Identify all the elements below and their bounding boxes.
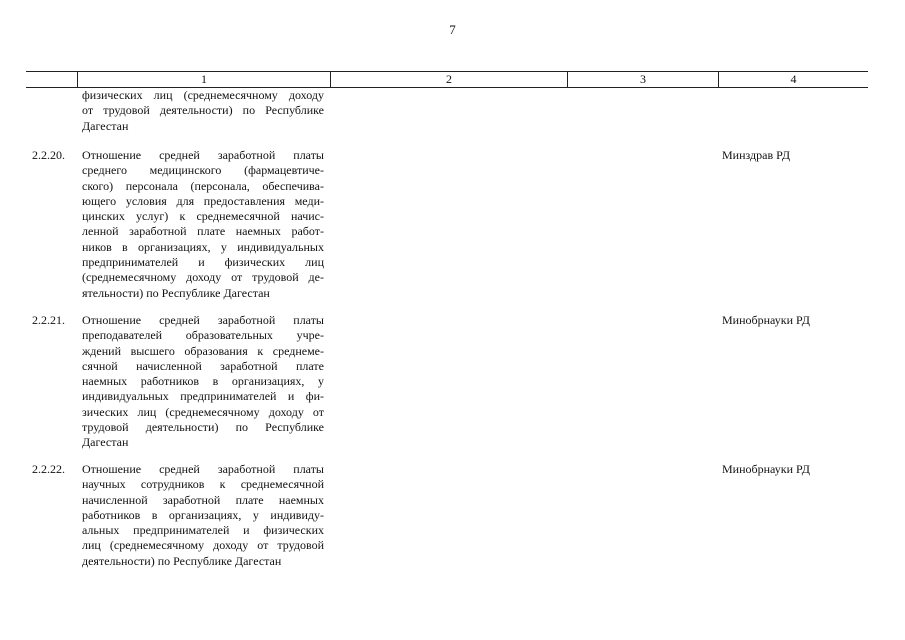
indicator-line: Отношение средней заработной платы <box>82 148 324 162</box>
row-responsible: Минздрав РД <box>722 148 791 162</box>
indicator-line: цинских услуг) к среднемесячной начис- <box>82 209 324 224</box>
indicator-line: деятельности) по Республике Дагестан <box>82 553 282 568</box>
header-column-1: 1 <box>77 72 330 87</box>
indicator-line: Отношение средней заработной платы <box>82 462 324 476</box>
row-indicator-name <box>82 313 324 451</box>
row-number: 2.2.21. <box>32 313 65 327</box>
continued-row-name <box>82 88 324 134</box>
indicator-line: работников в организациях, у индивиду- <box>82 507 324 522</box>
indicator-line: альных предпринимателей и физических <box>82 523 324 538</box>
indicator-line: среднего медицинского (фармацевтиче- <box>82 163 324 178</box>
indicator-line: сячной начисленной заработной плате <box>82 358 324 373</box>
indicator-line: зических лиц (среднемесячному доходу от <box>82 404 324 419</box>
continued-line: физических лиц (среднемесячному доходу <box>82 88 324 102</box>
indicator-line: лиц (среднемесячному доходу от трудовой <box>82 538 324 553</box>
indicator-line: наемных работников в организациях, у <box>82 374 324 389</box>
indicator-line: индивидуальных предпринимателей и фи- <box>82 389 324 404</box>
indicator-line: ющего условия для предоставления меди- <box>82 193 324 208</box>
indicator-line: научных сотрудников к среднемесячной <box>82 477 324 492</box>
indicator-line: Дагестан <box>82 435 129 450</box>
indicator-line: начисленной заработной плате наемных <box>82 492 324 507</box>
indicator-line: Отношение средней заработной платы <box>82 313 324 327</box>
continued-line: Дагестан <box>82 118 129 133</box>
header-column-3: 3 <box>567 72 718 87</box>
row-indicator-name <box>82 462 324 569</box>
indicator-line: ждений высшего образования к среднеме- <box>82 343 324 358</box>
table-header <box>26 71 868 88</box>
page-number: 7 <box>449 22 456 37</box>
indicator-line: трудовой деятельности) по Республике <box>82 420 324 435</box>
header-column-4: 4 <box>718 72 868 87</box>
indicator-line: преподавателей образовательных учре- <box>82 328 324 343</box>
indicator-line: (среднемесячному доходу от трудовой де- <box>82 270 324 285</box>
indicator-line: предпринимателей и физических лиц <box>82 255 324 270</box>
indicator-line: ников в организациях, у индивидуальных <box>82 239 324 254</box>
header-column-2: 2 <box>330 72 567 87</box>
indicator-line: ятельности) по Республике Дагестан <box>82 285 270 300</box>
row-responsible: Минобрнауки РД <box>722 462 810 476</box>
indicator-line: ленной заработной плате наемных работ- <box>82 224 324 239</box>
row-number: 2.2.22. <box>32 462 65 476</box>
indicator-line: ского) персонала (персонала, обеспечива- <box>82 178 324 193</box>
row-indicator-name <box>82 148 324 301</box>
header-number-column <box>26 72 77 87</box>
row-responsible: Минобрнауки РД <box>722 313 810 327</box>
continued-line: от трудовой деятельности) по Республике <box>82 103 324 118</box>
row-number: 2.2.20. <box>32 148 65 162</box>
